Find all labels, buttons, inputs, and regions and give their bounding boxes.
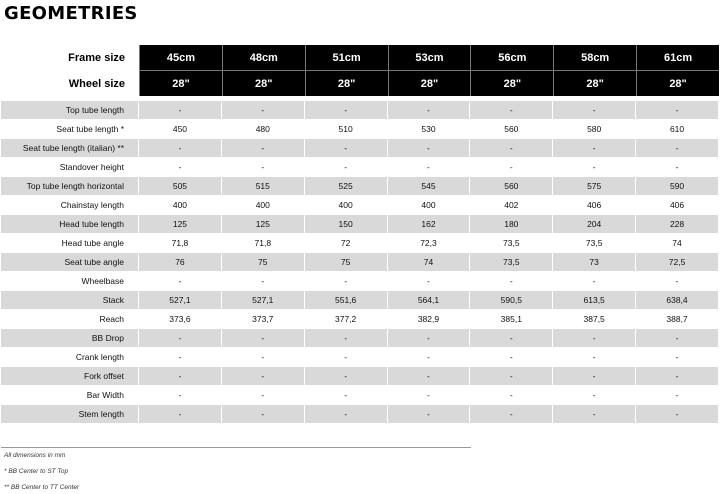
row-label: Top tube length horizontal bbox=[1, 177, 139, 196]
table-cell: 560 bbox=[470, 177, 553, 196]
table-cell: - bbox=[222, 367, 305, 386]
frame-size-cell: 58cm bbox=[553, 45, 636, 71]
table-cell: 125 bbox=[222, 215, 305, 234]
table-cell: - bbox=[388, 386, 471, 405]
table-cell: - bbox=[305, 101, 388, 120]
note-units: All dimensions in mm bbox=[4, 452, 66, 459]
table-cell: 71,8 bbox=[222, 234, 305, 253]
table-cell: 525 bbox=[305, 177, 388, 196]
table-cell: - bbox=[305, 272, 388, 291]
table-cell: - bbox=[305, 386, 388, 405]
table-cell: 551,6 bbox=[305, 291, 388, 310]
table-cell: - bbox=[553, 329, 636, 348]
table-row bbox=[1, 367, 719, 386]
wheel-size-cell: 28" bbox=[222, 71, 305, 96]
frame-size-cell: 45cm bbox=[139, 45, 222, 71]
table-cell: 545 bbox=[388, 177, 471, 196]
table-cell: - bbox=[636, 386, 719, 405]
table-cell: 590 bbox=[636, 177, 719, 196]
table-cell: 74 bbox=[636, 234, 719, 253]
table-cell: 204 bbox=[553, 215, 636, 234]
table-cell: - bbox=[636, 139, 719, 158]
table-row bbox=[1, 101, 719, 120]
table-cell: 560 bbox=[470, 120, 553, 139]
table-cell: - bbox=[388, 348, 471, 367]
table-row bbox=[1, 329, 719, 348]
table-cell: - bbox=[636, 101, 719, 120]
table-cell: 580 bbox=[553, 120, 636, 139]
table-cell: 510 bbox=[305, 120, 388, 139]
table-cell: 73,5 bbox=[470, 234, 553, 253]
table-cell: 74 bbox=[388, 253, 471, 272]
table-cell: 228 bbox=[636, 215, 719, 234]
table-cell: - bbox=[139, 158, 222, 177]
table-cell: 564,1 bbox=[388, 291, 471, 310]
note-seat-tube-italian: ** BB Center to TT Center bbox=[4, 484, 80, 491]
table-cell: 72,5 bbox=[636, 253, 719, 272]
row-label: Head tube length bbox=[1, 215, 139, 234]
table-cell: 527,1 bbox=[139, 291, 222, 310]
frame-size-cell: 53cm bbox=[388, 45, 471, 71]
table-cell: - bbox=[553, 101, 636, 120]
table-row bbox=[1, 291, 719, 310]
table-cell: 373,6 bbox=[139, 310, 222, 329]
table-cell: - bbox=[222, 405, 305, 424]
table-row bbox=[1, 177, 719, 196]
table-cell: 76 bbox=[139, 253, 222, 272]
table-row bbox=[1, 215, 719, 234]
table-cell: - bbox=[222, 101, 305, 120]
table-cell: - bbox=[139, 329, 222, 348]
table-cell: 527,1 bbox=[222, 291, 305, 310]
table-cell: 75 bbox=[305, 253, 388, 272]
table-cell: - bbox=[139, 405, 222, 424]
table-row bbox=[1, 120, 719, 139]
table-cell: - bbox=[139, 367, 222, 386]
row-label: BB Drop bbox=[1, 329, 139, 348]
table-cell: 406 bbox=[636, 196, 719, 215]
table-cell: - bbox=[139, 101, 222, 120]
table-cell: 450 bbox=[139, 120, 222, 139]
table-cell: - bbox=[222, 158, 305, 177]
frame-size-cell: 51cm bbox=[305, 45, 388, 71]
table-cell: - bbox=[222, 329, 305, 348]
table-cell: - bbox=[388, 405, 471, 424]
table-cell: 638,4 bbox=[636, 291, 719, 310]
table-row bbox=[1, 196, 719, 215]
table-row bbox=[1, 234, 719, 253]
table-row bbox=[1, 253, 719, 272]
table-cell: 400 bbox=[305, 196, 388, 215]
table-cell: - bbox=[553, 139, 636, 158]
table-cell: 610 bbox=[636, 120, 719, 139]
table-cell: - bbox=[470, 158, 553, 177]
table-cell: 400 bbox=[388, 196, 471, 215]
table-cell: - bbox=[305, 405, 388, 424]
table-cell: 400 bbox=[139, 196, 222, 215]
table-cell: - bbox=[388, 101, 471, 120]
wheel-size-cell: 28" bbox=[470, 71, 553, 96]
wheel-size-cell: 28" bbox=[139, 71, 222, 96]
frame-size-cell: 48cm bbox=[222, 45, 305, 71]
table-row bbox=[1, 158, 719, 177]
table-cell: 162 bbox=[388, 215, 471, 234]
table-cell: 180 bbox=[470, 215, 553, 234]
row-label: Head tube angle bbox=[1, 234, 139, 253]
table-cell: - bbox=[222, 272, 305, 291]
table-cell: - bbox=[139, 139, 222, 158]
table-cell: 150 bbox=[305, 215, 388, 234]
table-cell: - bbox=[388, 367, 471, 386]
note-seat-tube: * BB Center to ST Top bbox=[4, 468, 69, 475]
table-cell: 515 bbox=[222, 177, 305, 196]
table-cell: - bbox=[222, 139, 305, 158]
table-cell: 613,5 bbox=[553, 291, 636, 310]
page-title: GEOMETRIES bbox=[4, 3, 138, 24]
row-label: Stem length bbox=[1, 405, 139, 424]
table-cell: - bbox=[470, 348, 553, 367]
table-cell: - bbox=[636, 367, 719, 386]
wheel-size-cell: 28" bbox=[305, 71, 388, 96]
table-cell: - bbox=[470, 101, 553, 120]
geometry-table bbox=[1, 45, 719, 424]
table-cell: 73,5 bbox=[470, 253, 553, 272]
table-cell: 382,9 bbox=[388, 310, 471, 329]
table-cell: - bbox=[305, 367, 388, 386]
table-cell: - bbox=[636, 405, 719, 424]
table-row bbox=[1, 139, 719, 158]
table-cell: 385,1 bbox=[470, 310, 553, 329]
frame-size-cell: 56cm bbox=[470, 45, 553, 71]
table-cell: - bbox=[388, 158, 471, 177]
frame-size-label: Frame size bbox=[1, 45, 139, 71]
table-cell: 72,3 bbox=[388, 234, 471, 253]
table-cell: - bbox=[636, 329, 719, 348]
table-cell: - bbox=[388, 272, 471, 291]
table-cell: 400 bbox=[222, 196, 305, 215]
table-cell: - bbox=[305, 329, 388, 348]
table-cell: - bbox=[388, 329, 471, 348]
table-cell: 575 bbox=[553, 177, 636, 196]
notes-divider bbox=[1, 447, 471, 448]
frame-size-row bbox=[1, 45, 719, 71]
frame-size-cell: 61cm bbox=[636, 45, 719, 71]
table-cell: 505 bbox=[139, 177, 222, 196]
table-cell: - bbox=[470, 329, 553, 348]
table-cell: 387,5 bbox=[553, 310, 636, 329]
row-label: Bar Width bbox=[1, 386, 139, 405]
table-cell: 406 bbox=[553, 196, 636, 215]
table-cell: - bbox=[553, 158, 636, 177]
row-label: Chainstay length bbox=[1, 196, 139, 215]
table-cell: 530 bbox=[388, 120, 471, 139]
table-cell: - bbox=[636, 158, 719, 177]
table-cell: - bbox=[553, 386, 636, 405]
row-label: Reach bbox=[1, 310, 139, 329]
table-cell: 402 bbox=[470, 196, 553, 215]
row-label: Standover height bbox=[1, 158, 139, 177]
table-row bbox=[1, 405, 719, 424]
table-cell: - bbox=[636, 272, 719, 291]
table-cell: 125 bbox=[139, 215, 222, 234]
table-cell: - bbox=[553, 405, 636, 424]
row-label: Seat tube length * bbox=[1, 120, 139, 139]
table-row bbox=[1, 310, 719, 329]
table-cell: 590,5 bbox=[470, 291, 553, 310]
table-row bbox=[1, 272, 719, 291]
wheel-size-label: Wheel size bbox=[1, 71, 139, 96]
table-cell: - bbox=[553, 348, 636, 367]
table-cell: - bbox=[139, 348, 222, 367]
table-cell: - bbox=[305, 158, 388, 177]
table-cell: 72 bbox=[305, 234, 388, 253]
table-cell: - bbox=[139, 272, 222, 291]
wheel-size-cell: 28" bbox=[636, 71, 719, 96]
table-cell: 373,7 bbox=[222, 310, 305, 329]
table-cell: - bbox=[553, 367, 636, 386]
table-cell: 388,7 bbox=[636, 310, 719, 329]
table-cell: - bbox=[305, 139, 388, 158]
table-cell: 71,8 bbox=[139, 234, 222, 253]
table-cell: 73,5 bbox=[553, 234, 636, 253]
table-row bbox=[1, 386, 719, 405]
table-cell: - bbox=[470, 272, 553, 291]
row-label: Stack bbox=[1, 291, 139, 310]
wheel-size-cell: 28" bbox=[553, 71, 636, 96]
table-cell: 73 bbox=[553, 253, 636, 272]
table-cell: - bbox=[139, 386, 222, 405]
wheel-size-row bbox=[1, 71, 719, 96]
table-cell: 377,2 bbox=[305, 310, 388, 329]
table-cell: 480 bbox=[222, 120, 305, 139]
row-label: Seat tube angle bbox=[1, 253, 139, 272]
table-cell: - bbox=[470, 139, 553, 158]
wheel-size-cell: 28" bbox=[388, 71, 471, 96]
table-cell: - bbox=[222, 348, 305, 367]
table-cell: - bbox=[388, 139, 471, 158]
table-cell: - bbox=[470, 405, 553, 424]
table-cell: - bbox=[222, 386, 305, 405]
table-cell: - bbox=[636, 348, 719, 367]
row-label: Seat tube length (italian) ** bbox=[1, 139, 139, 158]
table-cell: - bbox=[470, 367, 553, 386]
row-label: Fork offset bbox=[1, 367, 139, 386]
table-cell: - bbox=[553, 272, 636, 291]
table-cell: - bbox=[470, 386, 553, 405]
table-row bbox=[1, 348, 719, 367]
row-label: Wheelbase bbox=[1, 272, 139, 291]
row-label: Top tube length bbox=[1, 101, 139, 120]
table-cell: - bbox=[305, 348, 388, 367]
row-label: Crank length bbox=[1, 348, 139, 367]
table-cell: 75 bbox=[222, 253, 305, 272]
